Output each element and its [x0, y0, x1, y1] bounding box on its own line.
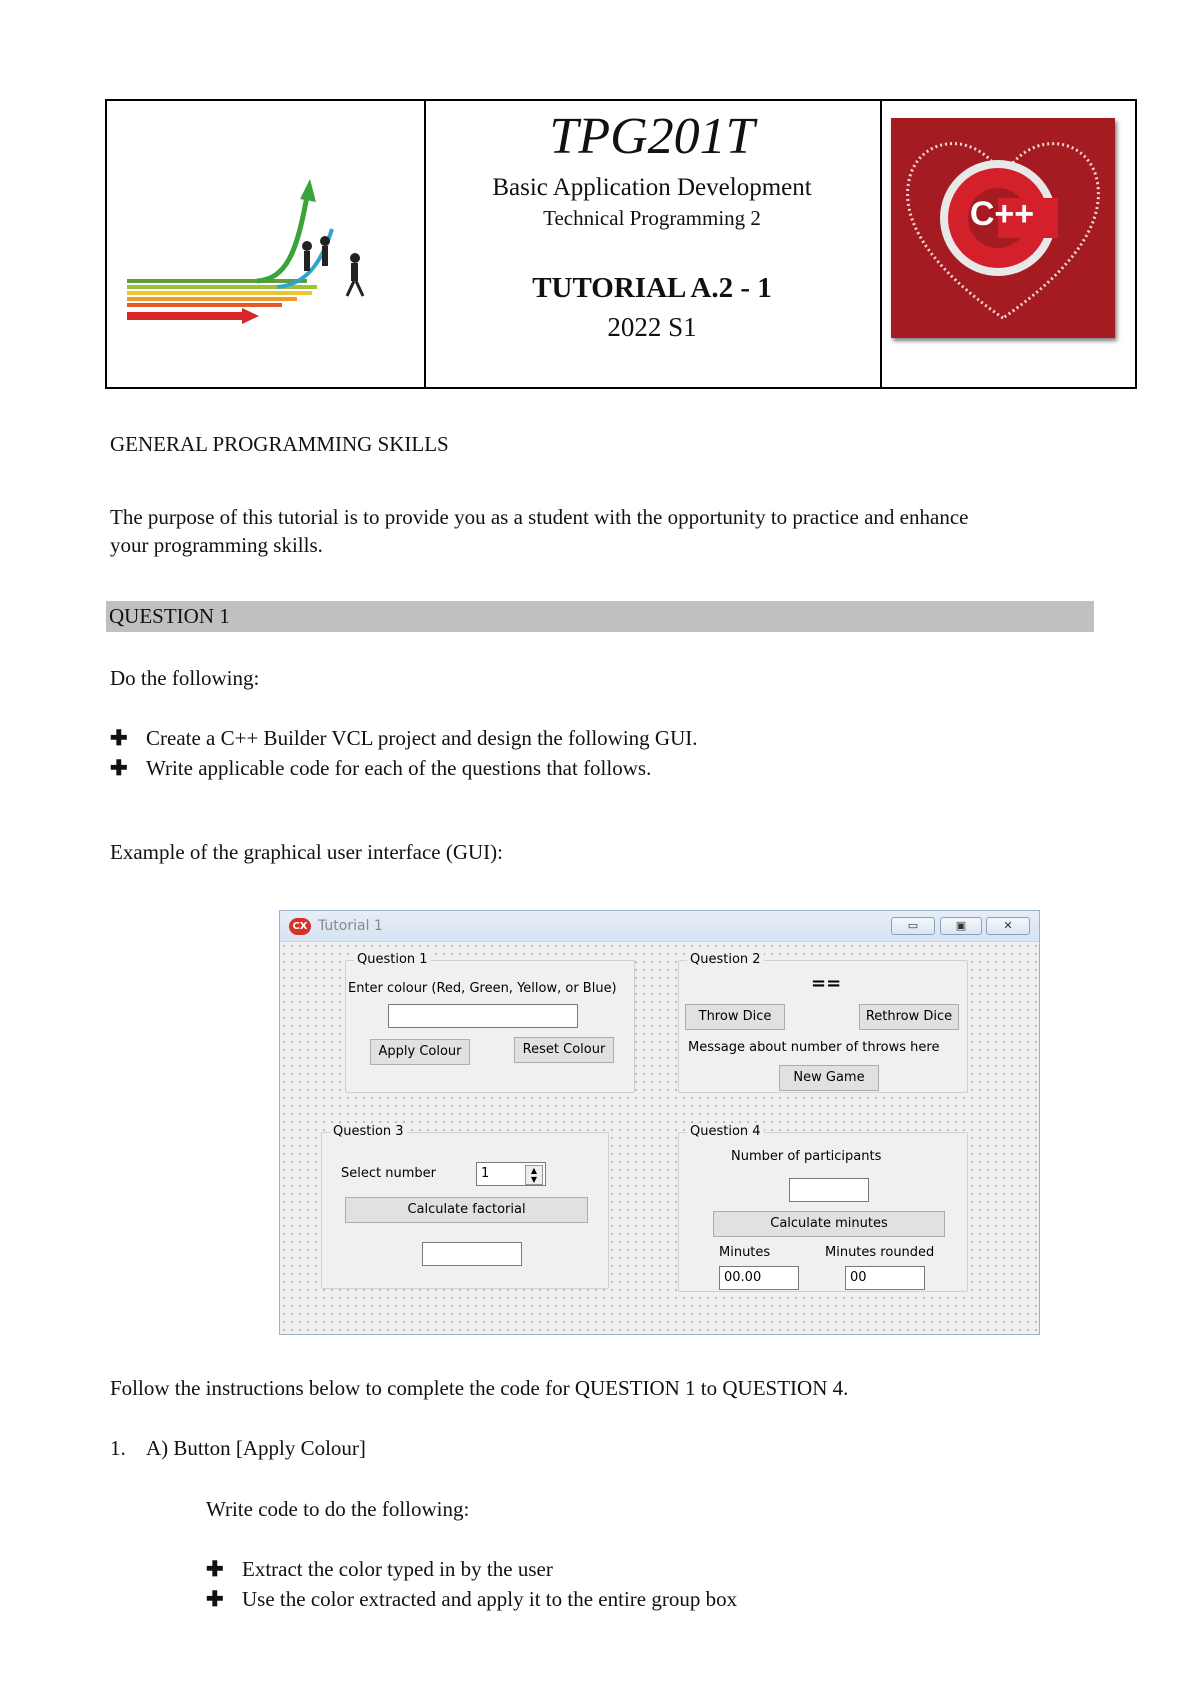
plus-bullet-icon: ✚	[110, 756, 128, 780]
groupbox-caption: Question 4	[687, 1124, 764, 1139]
cpp-logo	[891, 118, 1115, 338]
participants-input[interactable]	[789, 1178, 869, 1202]
participants-label: Number of participants	[731, 1149, 882, 1164]
tutorial-title: TUTORIAL A.2 - 1	[532, 272, 772, 304]
cpp-logo-text: C++	[969, 195, 1035, 233]
item-title: A) Button [Apply Colour]	[146, 1436, 366, 1460]
header-table	[105, 99, 1137, 389]
intro-line-1: The purpose of this tutorial is to provide you as a student with the opportunity to practice and enhance	[110, 505, 969, 529]
gui-window	[279, 910, 1040, 1335]
course-code: TPG201T	[549, 108, 755, 165]
section-title: GENERAL PROGRAMMING SKILLS	[110, 432, 449, 456]
gui-caption: Example of the graphical user interface (GUI):	[110, 840, 503, 864]
sub-task-item	[206, 1585, 737, 1613]
throw-dice-button[interactable]: Throw Dice	[685, 1004, 785, 1030]
window-title: Tutorial 1	[318, 918, 383, 934]
reset-colour-button[interactable]: Reset Colour	[514, 1037, 614, 1063]
task-item	[110, 724, 698, 752]
minutes-rounded-label: Minutes rounded	[825, 1245, 935, 1260]
app-icon: CX	[289, 918, 311, 935]
groupbox-caption: Question 2	[687, 952, 764, 967]
close-icon[interactable]: ✕	[986, 917, 1030, 935]
colour-prompt: Enter colour (Red, Green, Yellow, or Blue)	[348, 981, 617, 996]
window-titlebar[interactable]	[280, 911, 1039, 942]
factorial-result[interactable]	[422, 1242, 522, 1266]
maximize-icon[interactable]: ▣	[940, 917, 982, 935]
sub-task-text: Use the color extracted and apply it to the entire group box	[242, 1587, 738, 1611]
program-name: Technical Programming 2	[543, 206, 761, 230]
task-item	[110, 754, 651, 782]
calculate-minutes-button[interactable]: Calculate minutes	[713, 1211, 945, 1237]
subject-title: Basic Application Development	[492, 174, 812, 201]
minutes-label: Minutes	[719, 1245, 771, 1260]
question1-groupbox	[345, 952, 635, 1093]
colour-input[interactable]	[388, 1004, 578, 1028]
number-spinbox[interactable]	[476, 1162, 546, 1186]
question-heading-bar	[106, 601, 1094, 632]
do-following: Do the following:	[110, 666, 260, 690]
write-code-text: Write code to do the following:	[206, 1497, 470, 1521]
form-canvas	[280, 942, 1039, 1334]
rethrow-dice-button[interactable]: Rethrow Dice	[859, 1004, 959, 1030]
minutes-output[interactable]: 00.00	[719, 1266, 799, 1290]
sub-task-item	[206, 1555, 553, 1583]
groupbox-caption: Question 1	[354, 952, 431, 967]
spin-value: 1	[481, 1166, 490, 1181]
question-heading: QUESTION 1	[109, 604, 230, 628]
select-number-label: Select number	[341, 1166, 436, 1181]
plus-bullet-icon: ✚	[206, 1587, 224, 1611]
calculate-factorial-button[interactable]: Calculate factorial	[345, 1197, 588, 1223]
groupbox-caption: Question 3	[330, 1124, 407, 1139]
header-divider	[880, 101, 882, 387]
new-game-button[interactable]: New Game	[779, 1065, 879, 1091]
task-text: Write applicable code for each of the questions that follows.	[146, 756, 652, 780]
minimize-icon[interactable]: ▭	[891, 917, 935, 935]
throws-message: Message about number of throws here	[688, 1040, 940, 1055]
semester: 2022 S1	[607, 312, 697, 342]
plus-bullet-icon: ✚	[206, 1557, 224, 1581]
follow-instructions: Follow the instructions below to complete the code for QUESTION 1 to QUESTION 4.	[110, 1376, 849, 1400]
task-text: Create a C++ Builder VCL project and design the following GUI.	[146, 726, 698, 750]
sub-task-text: Extract the color typed in by the user	[242, 1557, 553, 1581]
minutes-rounded-output[interactable]: 00	[845, 1266, 925, 1290]
dice-display: ==	[811, 973, 842, 994]
question4-groupbox	[678, 1124, 968, 1292]
question3-groupbox	[321, 1124, 609, 1289]
item-number: 1.	[110, 1436, 126, 1460]
growth-illustration	[107, 101, 424, 387]
apply-colour-button[interactable]: Apply Colour	[370, 1039, 470, 1065]
spin-arrows-icon[interactable]: ▲ ▼	[525, 1165, 543, 1185]
plus-bullet-icon: ✚	[110, 726, 128, 750]
intro-line-2: your programming skills.	[110, 533, 323, 557]
question2-groupbox	[678, 952, 968, 1093]
